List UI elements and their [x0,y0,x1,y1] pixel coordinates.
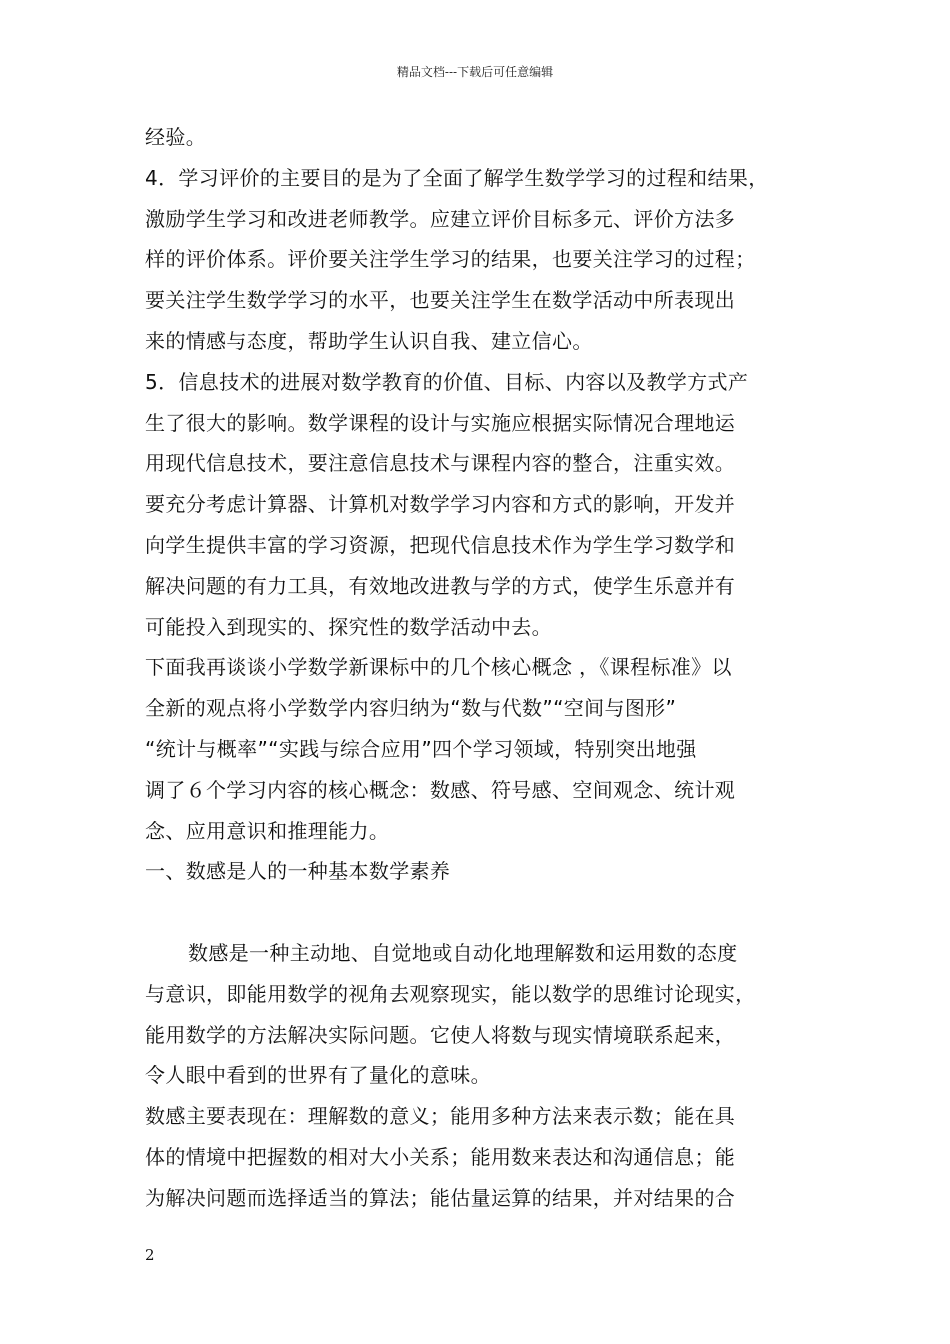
text-line: 可能投入到现实的、探究性的数学活动中去。 [145,614,552,639]
text-line: 经验。 [145,125,207,149]
text-line: 全新的观点将小学数学内容归纳为“数与代数”“空间与图形” [145,696,677,721]
text-line: 生了很大的影响。数学课程的设计与实施应根据实际情况合理地运 [145,410,736,435]
text-line: 体的情境中把握数的相对大小关系；能用数来表达和沟通信息；能 [145,1144,736,1169]
text-line: 来的情感与态度，帮助学生认识自我、建立信心。 [145,328,593,353]
page-number: 2 [145,1246,155,1264]
text-line: 要关注学生数学学习的水平，也要关注学生在数学活动中所表现出 [145,288,736,313]
text-line: 5．信息技术的进展对数学教育的价值、目标、内容以及教学方式产 [145,369,749,394]
text-line: 调了６个学习内容的核心概念：数感、符号感、空间观念、统计观 [145,777,736,802]
text-line: 数感主要表现在：理解数的意义；能用多种方法来表示数；能在具 [145,1104,736,1129]
text-line: 为解决问题而选择适当的算法；能估量运算的结果，并对结果的合 [145,1185,736,1210]
text-line: “统计与概率”“实践与综合应用”四个学习领域，特别突出地强 [145,736,697,761]
text-line: 4．学习评价的主要目的是为了全面了解学生数学学习的过程和结果， [145,165,769,190]
page-header: 精品文档---下载后可任意编辑 [396,65,554,79]
text-line: 用现代信息技术，要注意信息技术与课程内容的整合，注重实效。 [145,451,736,476]
text-line: 能用数学的方法解决实际问题。它使人将数与现实情境联系起来， [145,1022,736,1047]
text-line: 念、应用意识和推理能力。 [145,818,390,843]
text-line: 数感是一种主动地、自觉地或自动化地理解数和运用数的态度 [188,940,738,965]
blank-line [145,892,835,933]
text-line: 解决问题的有力工具，有效地改进教与学的方式，使学生乐意并有 [145,573,736,598]
text-line: 与意识，即能用数学的视角去观察现实，能以数学的思维讨论现实， [145,981,756,1006]
section-heading: 一、数感是人的一种基本数学素养 [145,859,451,884]
text-line: 样的评价体系。评价要关注学生学习的结果，也要关注学习的过程； [145,247,756,272]
text-line: 要充分考虑计算器、计算机对数学学习内容和方式的影响，开发并 [145,492,736,517]
text-line: 激励学生学习和改进老师教学。应建立评价目标多元、评价方法多 [145,206,736,231]
text-line: 向学生提供丰富的学习资源，把现代信息技术作为学生学习数学和 [145,532,736,557]
document-body [145,117,835,1219]
text-line: 下面我再谈谈小学数学新课标中的几个核心概念 ，《课程标准》以 [145,655,732,680]
text-line: 令人眼中看到的世界有了量化的意味。 [145,1063,491,1088]
